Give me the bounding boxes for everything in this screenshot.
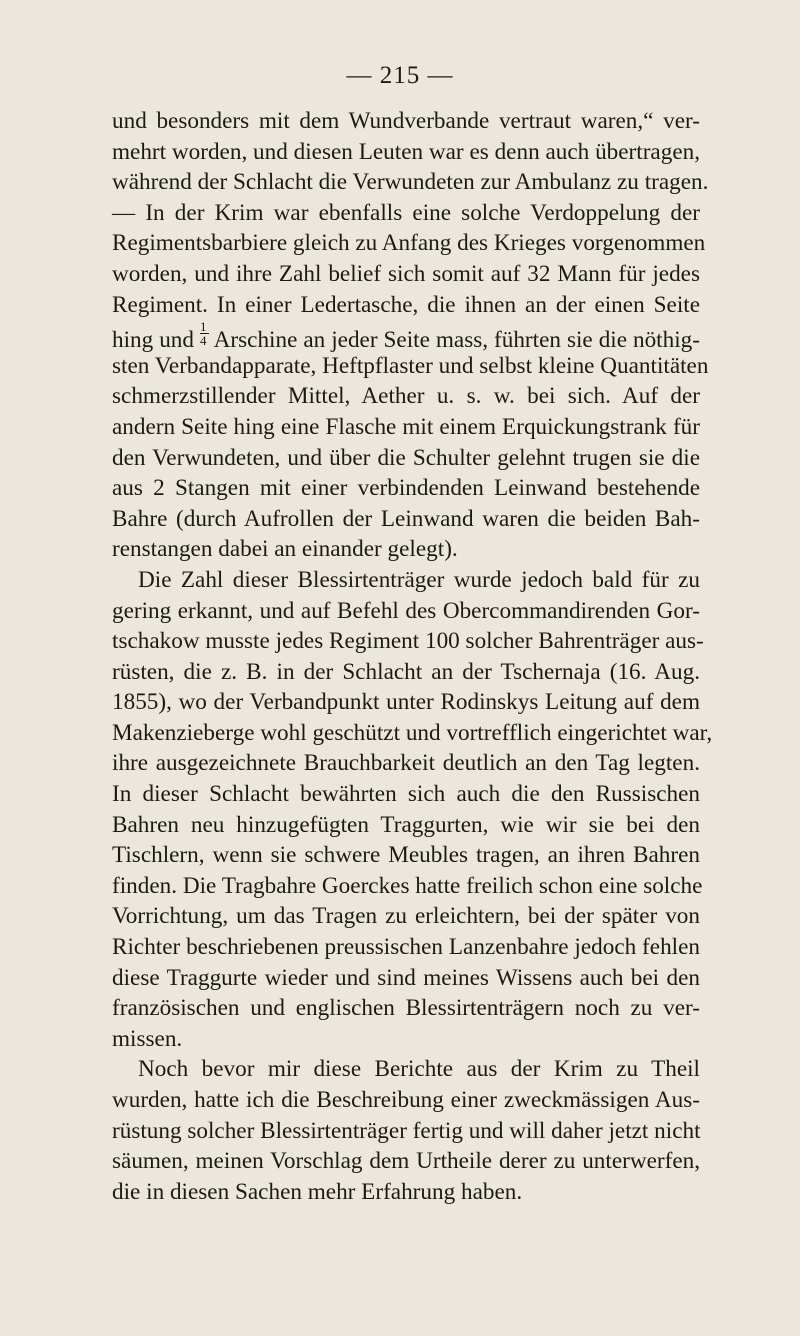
text-line: gering erkannt, und auf Befehl des Obercommandirenden Gor- [112,597,700,624]
text-line: wurden, hatte ich die Beschreibung einer zweckmässigen Aus- [112,1087,700,1113]
text-line: ihre ausgezeichnete Brauchbarkeit deutlich an den Tag legten. [112,750,700,777]
text-line: und besonders mit dem Wundverbande vertraut waren,“ ver- [112,108,700,134]
body-text [112,106,713,1207]
text-line-with-fraction [112,319,700,354]
fraction-line-before: hing und [112,327,194,354]
text-line: Regiment. In einer Ledertasche, die ihnen an der einen Seite [112,291,700,318]
text-line: Bahre (durch Aufrollen der Leinwand waren die beiden Bah- [112,505,700,532]
page-number: — 215 — [346,62,454,89]
text-line: den Verwundeten, und über die Schulter gelehnt trugen sie die [112,444,700,471]
fraction-one-quarter: $\frac{1}{4}$ [200,320,209,347]
text-line: während der Schlacht die Verwundeten zur Ambulanz zu tragen. [112,169,709,196]
fraction-line-after: Arschine an jeder Seite mass, führten sie die nöthig- [213,327,700,354]
text-line: rüsten, die z. B. in der Schlacht an der Tschernaja (16. Aug. [112,658,700,685]
text-line: Richter beschriebenen preussischen Lanzenbahre jedoch fehlen [112,934,700,961]
text-line: Noch bevor mir diese Berichte aus der Krim zu Theil [138,1056,700,1083]
text-line: andern Seite hing eine Flasche mit einem Erquickungstrank für [112,413,700,440]
text-line: tschakow musste jedes Regiment 100 solcher Bahrenträger aus- [112,628,704,655]
text-line: mehrt worden, und diesen Leuten war es denn auch übertragen, [112,138,700,165]
text-line: sten Verbandapparate, Heftpflaster und selbst kleine Quantitäten [112,352,709,379]
text-line: worden, und ihre Zahl belief sich somit auf 32 Mann für jedes [112,260,700,287]
text-line: die in diesen Sachen mehr Erfahrung haben. [112,1178,523,1205]
paragraph-2 [112,565,713,1055]
text-line: In dieser Schlacht bewährten sich auch die den Russischen [112,781,700,808]
text-line: rüstung solcher Blessirtenträger fertig und will daher jetzt nicht [112,1117,701,1144]
text-line: säumen, meinen Vorschlag dem Urtheile derer zu unterwerfen, [112,1148,700,1175]
text-line: Tischlern, wenn sie schwere Meubles tragen, an ihren Bahren [112,842,700,869]
text-line: — In der Krim war ebenfalls eine solche Verdoppelung der [112,199,700,226]
text-line: Bahren neu hinzugefügten Traggurten, wie wir sie bei den [112,811,700,838]
text-line: Die Zahl dieser Blessirtenträger wurde jedoch bald für zu [138,566,700,593]
text-line: aus 2 Stangen mit einer verbindenden Leinwand bestehende [112,475,700,502]
paragraph-3 [112,1054,700,1207]
text-line: missen. [112,1025,183,1052]
paragraph-1 [112,106,709,565]
text-line: schmerzstillender Mittel, Aether u. s. w. bei sich. Auf der [112,383,700,410]
text-line: finden. Die Tragbahre Goerckes hatte freilich schon eine solche [112,872,703,899]
text-line: französischen und englischen Blessirtenträgern noch zu ver- [112,995,700,1022]
text-line: renstangen dabei an einander gelegt). [112,536,458,563]
text-line: diese Traggurte wieder und sind meines Wissens auch bei den [112,964,700,991]
text-line: Makenzieberge wohl geschützt und vortrefflich eingerichtet war, [112,719,713,746]
text-line: 1855), wo der Verbandpunkt unter Rodinskys Leitung auf dem [112,689,700,716]
text-line: Regimentsbarbiere gleich zu Anfang des Krieges vorgenommen [112,230,706,257]
text-line: Vorrichtung, um das Tragen zu erleichtern, bei der später von [112,903,700,930]
